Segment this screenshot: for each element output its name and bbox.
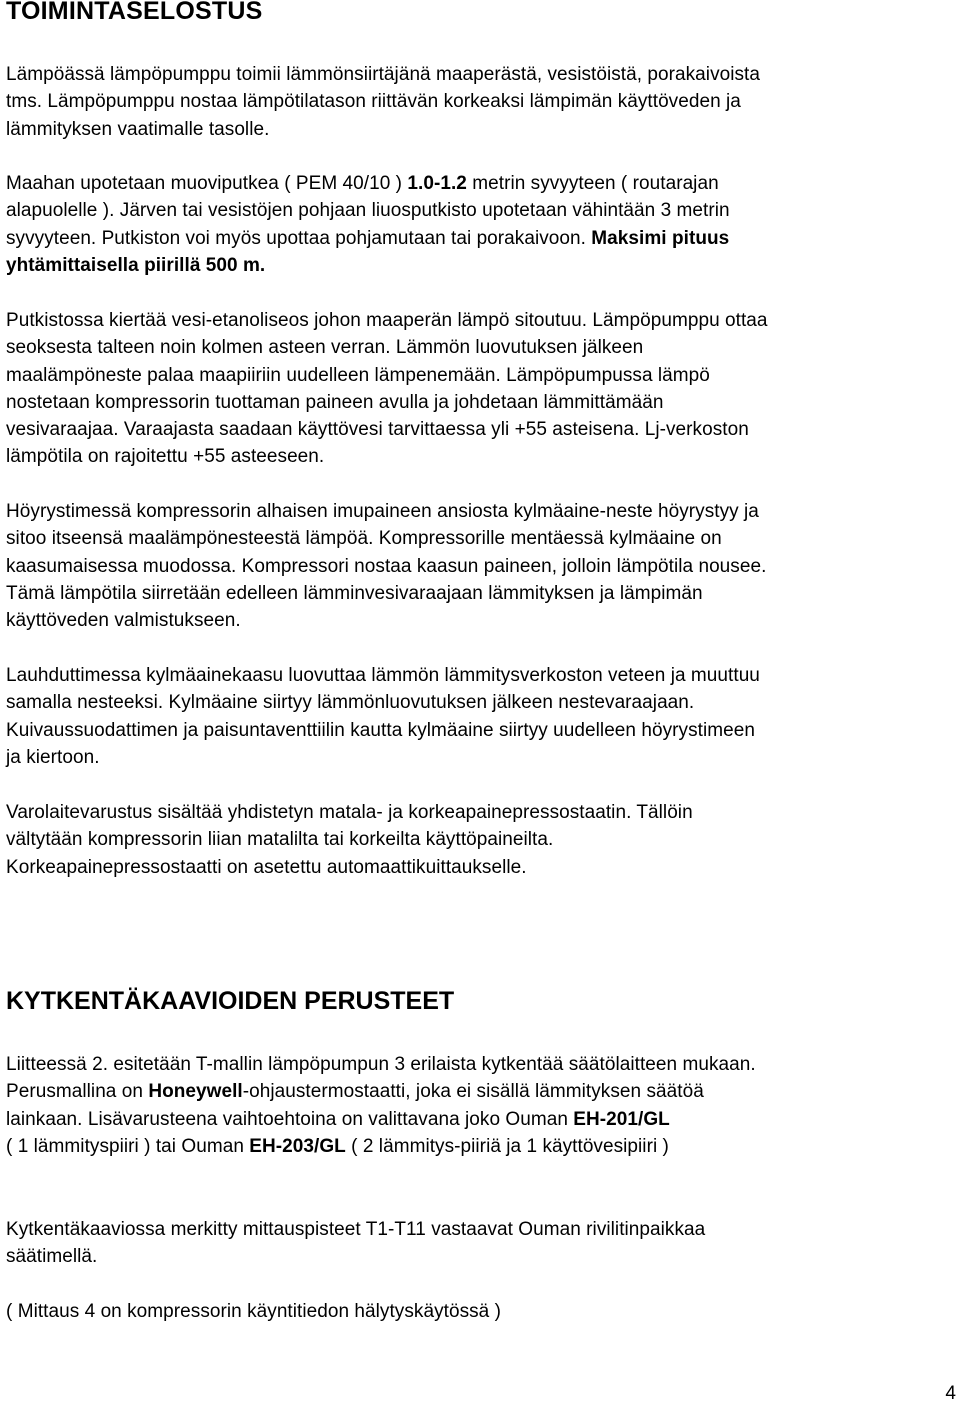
- text-run: lainkaan. Lisävarusteena vaihtoehtoina on valittavana joko Ouman: [6, 1108, 574, 1130]
- paragraph-measurement-note: [6, 1298, 956, 1325]
- paragraph-intro: [6, 61, 956, 143]
- text-line: vältytään kompressorin liian matalilta tai korkeilta käyttöpaineilta.: [6, 829, 554, 851]
- text-run: ( 1 lämmityspiiri ) tai Ouman: [6, 1135, 250, 1157]
- text-line: Höyrystimessä kompressorin alhaisen imupaineen ansiosta kylmäaine-neste höyrystyy ja: [6, 501, 759, 522]
- text-line: lämmityksen vaatimalle tasolle.: [6, 118, 270, 140]
- paragraph-circulation: [6, 307, 956, 471]
- text-run: Perusmallina on: [6, 1081, 149, 1103]
- text-run: metrin syvyyteen ( routarajan: [466, 173, 719, 194]
- text-line: tms. Lämpöpumppu nostaa lämpötilatason riittävän korkeaksi lämpimän käyttöveden ja: [6, 91, 741, 113]
- paragraph-ground-piping: [6, 170, 956, 279]
- text-line: ( Mittaus 4 on kompressorin käyntitiedon hälytyskäytössä ): [6, 1301, 501, 1322]
- text-line: maalämpöneste palaa maapiiriin uudelleen lämpenemään. Lämpöpumpussa lämpö: [6, 364, 710, 386]
- ouman-201-bold: EH-201/GL: [573, 1108, 670, 1130]
- text-line: Korkeapainepressostaatti on asetettu automaattikuittaukselle.: [6, 856, 527, 878]
- text-line: seoksesta talteen noin kolmen asteen verran. Lämmön luovutuksen jälkeen: [6, 337, 644, 359]
- text-line: [6, 225, 956, 252]
- paragraph-evaporator: [6, 498, 956, 634]
- text-line: lämpötila on rajoitettu +55 asteeseen.: [6, 446, 325, 468]
- text-line: Kytkentäkaaviossa merkitty mittauspisteet T1-T11 vastaavat Ouman rivilitinpaikkaa: [6, 1219, 706, 1240]
- paragraph-attachment: [6, 1051, 956, 1160]
- text-line: ja kiertoon.: [6, 746, 100, 768]
- text-line: sitoo itseensä maalämpönesteestä lämpöä. Kompressorille mentäessä kylmäaine on: [6, 528, 722, 550]
- text-line: Varolaitevarustus sisältää yhdistetyn matala- ja korkeapainepressostaatin. Tällöin: [6, 802, 693, 823]
- text-run: syvyyteen. Putkiston voi myös upottaa pohjamutaan tai porakaivoon.: [6, 227, 592, 249]
- text-line: Putkistossa kiertää vesi-etanoliseos johon maaperän lämpö sitoutuu. Lämpöpumppu ottaa: [6, 310, 768, 331]
- paragraph-safety: [6, 799, 956, 881]
- text-line: [6, 1078, 956, 1105]
- text-run: -ohjaustermostaatti, joka ei sisällä lämmityksen säätöä: [242, 1081, 704, 1103]
- text-line: säätimellä.: [6, 1246, 98, 1268]
- text-line: Lämpöässä lämpöpumppu toimii lämmönsiirtäjänä maaperästä, vesistöistä, porakaivoista: [6, 64, 761, 85]
- text-line-bold: yhtämittaisella piirillä 500 m.: [6, 254, 266, 276]
- text-line: nostetaan kompressorin tuottaman paineen avulla ja johdetaan lämmittämään: [6, 391, 664, 413]
- paragraph-measurement-points: [6, 1216, 956, 1271]
- text-line: Lauhduttimessa kylmäainekaasu luovuttaa lämmön lämmitysverkoston veteen ja muuttuu: [6, 665, 760, 686]
- text-line: samalla nesteeksi. Kylmäaine siirtyy lämmönluovutuksen jälkeen nestevaraajaan.: [6, 692, 695, 714]
- text-line: Kuivaussuodattimen ja paisuntaventtiilin kautta kylmäaine siirtyy uudelleen höyrystimeen: [6, 719, 755, 741]
- depth-range-bold: 1.0-1.2: [407, 173, 467, 194]
- text-line: kaasumaisessa muodossa. Kompressori nostaa kaasun paineen, jolloin lämpötila nousee.: [6, 555, 767, 577]
- page-number: 4: [945, 1383, 956, 1404]
- text-run: Maahan upotetaan muoviputkea ( PEM 40/10 ): [6, 173, 408, 194]
- text-line: vesivaraajaa. Varaajasta saadaan käyttövesi tarvittaessa yli +55 asteisena. Lj-verkoston: [6, 419, 749, 441]
- section-heading-kytkentakaaviot: KYTKENTÄKAAVIOIDEN PERUSTEET: [6, 987, 455, 1015]
- max-length-bold: Maksimi pituus: [591, 227, 730, 249]
- text-line: [6, 1106, 956, 1133]
- text-run: ( 2 lämmitys-piiriä ja 1 käyttövesipiiri ): [345, 1135, 669, 1157]
- paragraph-condenser: [6, 662, 956, 771]
- section-heading-toimintaselostus: TOIMINTASELOSTUS: [6, 0, 263, 25]
- honeywell-bold: Honeywell: [148, 1081, 243, 1103]
- ouman-203-bold: EH-203/GL: [249, 1135, 346, 1157]
- text-line: [6, 170, 956, 197]
- text-line: [6, 1133, 956, 1160]
- text-line: Liitteessä 2. esitetään T-mallin lämpöpumpun 3 erilaista kytkentää säätölaitteen mukaan.: [6, 1054, 756, 1075]
- text-line: Tämä lämpötila siirretään edelleen lämminvesivaraajaan lämmityksen ja lämpimän: [6, 582, 703, 604]
- text-line: alapuolelle ). Järven tai vesistöjen pohjaan liuosputkisto upotetaan vähintään 3 metrin: [6, 200, 730, 222]
- text-line: käyttöveden valmistukseen.: [6, 610, 241, 632]
